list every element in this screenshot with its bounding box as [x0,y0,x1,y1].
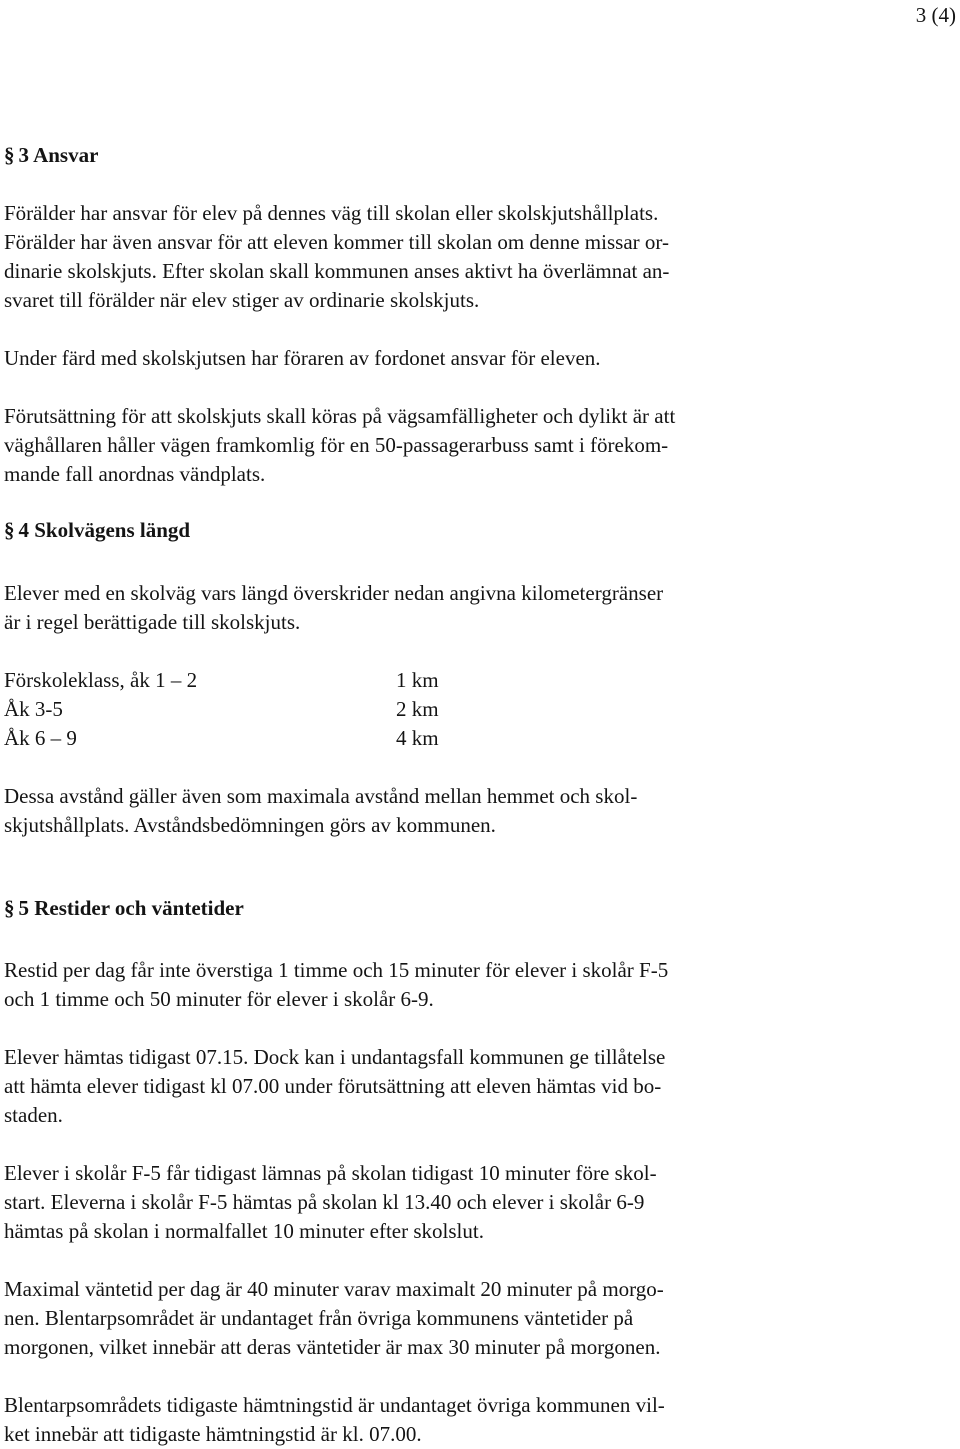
text-line: att hämta elever tidigast kl 07.00 under förutsättning att eleven hämtas vid bo- [4,1074,662,1098]
document-body [4,141,959,1449]
text-line: Elever med en skolväg vars längd överskrider nedan angivna kilometergränser [4,581,664,605]
grade-label: Åk 6 – 9 [4,726,77,750]
text-line: dinarie skolskjuts. Efter skolan skall kommunen anses aktivt ha överlämnat an- [4,259,670,283]
distance-row [4,724,959,753]
section-heading-4-skolvagens-langd [4,516,959,545]
section-title: 5 Restider och väntetider [18,896,244,920]
text-line: hämtas på skolan i normalfallet 10 minuter efter skolslut. [4,1219,484,1243]
text-line: Dessa avstånd gäller även som maximala avstånd mellan hemmet och skol- [4,784,638,808]
paragraph [4,344,959,373]
distance-value: 4 km [396,726,439,750]
page-number: 3 (4) [915,3,956,27]
paragraph [4,199,959,315]
text-line: Restid per dag får inte överstiga 1 timme och 15 minuter för elever i skolår F-5 [4,958,669,982]
paragraph [4,782,959,840]
text-line: Blentarpsområdets tidigaste hämtningstid är undantaget övriga kommunen vil- [4,1393,665,1417]
paragraph [4,1391,959,1449]
text-line: start. Eleverna i skolår F-5 hämtas på skolan kl 13.40 och elever i skolår 6-9 [4,1190,645,1214]
text-line: är i regel berättigade till skolskjuts. [4,610,301,634]
paragraph [4,1159,959,1246]
text-line: skjutshållplats. Avståndsbedömningen görs av kommunen. [4,813,496,837]
distance-row [4,666,959,695]
text-line: staden. [4,1103,63,1127]
paragraph-sign: § [4,896,15,920]
text-line: Elever hämtas tidigast 07.15. Dock kan i undantagsfall kommunen ge tillåtelse [4,1045,666,1069]
text-line: Under färd med skolskjutsen har föraren av fordonet ansvar för eleven. [4,346,601,370]
paragraph-sign: § [4,518,15,542]
text-line: svaret till förälder när elev stiger av ordinarie skolskjuts. [4,288,480,312]
text-line: Förälder har ansvar för elev på dennes väg till skolan eller skolskjutshållplats. [4,201,659,225]
distance-row [4,695,959,724]
text-line: Elever i skolår F-5 får tidigast lämnas på skolan tidigast 10 minuter före skol- [4,1161,657,1185]
paragraph [4,402,959,489]
text-line: morgonen, vilket innebär att deras väntetider är max 30 minuter på morgonen. [4,1335,661,1359]
distance-value: 2 km [396,697,439,721]
section-heading-5-restider-och-vantetider [4,894,959,923]
paragraph-sign: § [4,143,15,167]
text-line: mande fall anordnas vändplats. [4,462,266,486]
section-title: 4 Skolvägens längd [18,518,191,542]
text-line: nen. Blentarpsområdet är undantaget från övriga kommunens väntetider på [4,1306,634,1330]
paragraph [4,1043,959,1130]
text-line: Förälder har även ansvar för att eleven kommer till skolan om denne missar or- [4,230,669,254]
paragraph [4,1275,959,1362]
paragraph [4,956,959,1014]
grade-label: Åk 3-5 [4,697,63,721]
grade-label: Förskoleklass, åk 1 – 2 [4,668,198,692]
section-heading-3-ansvar [4,141,959,170]
text-line: Maximal väntetid per dag är 40 minuter varav maximalt 20 minuter på morgo- [4,1277,664,1301]
text-line: ket innebär att tidigaste hämtningstid är kl. 07.00. [4,1422,422,1446]
distance-value: 1 km [396,668,439,692]
distance-table [4,666,959,753]
section-title: 3 Ansvar [18,143,99,167]
text-line: och 1 timme och 50 minuter för elever i skolår 6-9. [4,987,434,1011]
text-line: Förutsättning för att skolskjuts skall köras på vägsamfälligheter och dylikt är att [4,404,676,428]
text-line: väghållaren håller vägen framkomlig för en 50-passagerarbuss samt i förekom- [4,433,669,457]
paragraph [4,579,959,637]
